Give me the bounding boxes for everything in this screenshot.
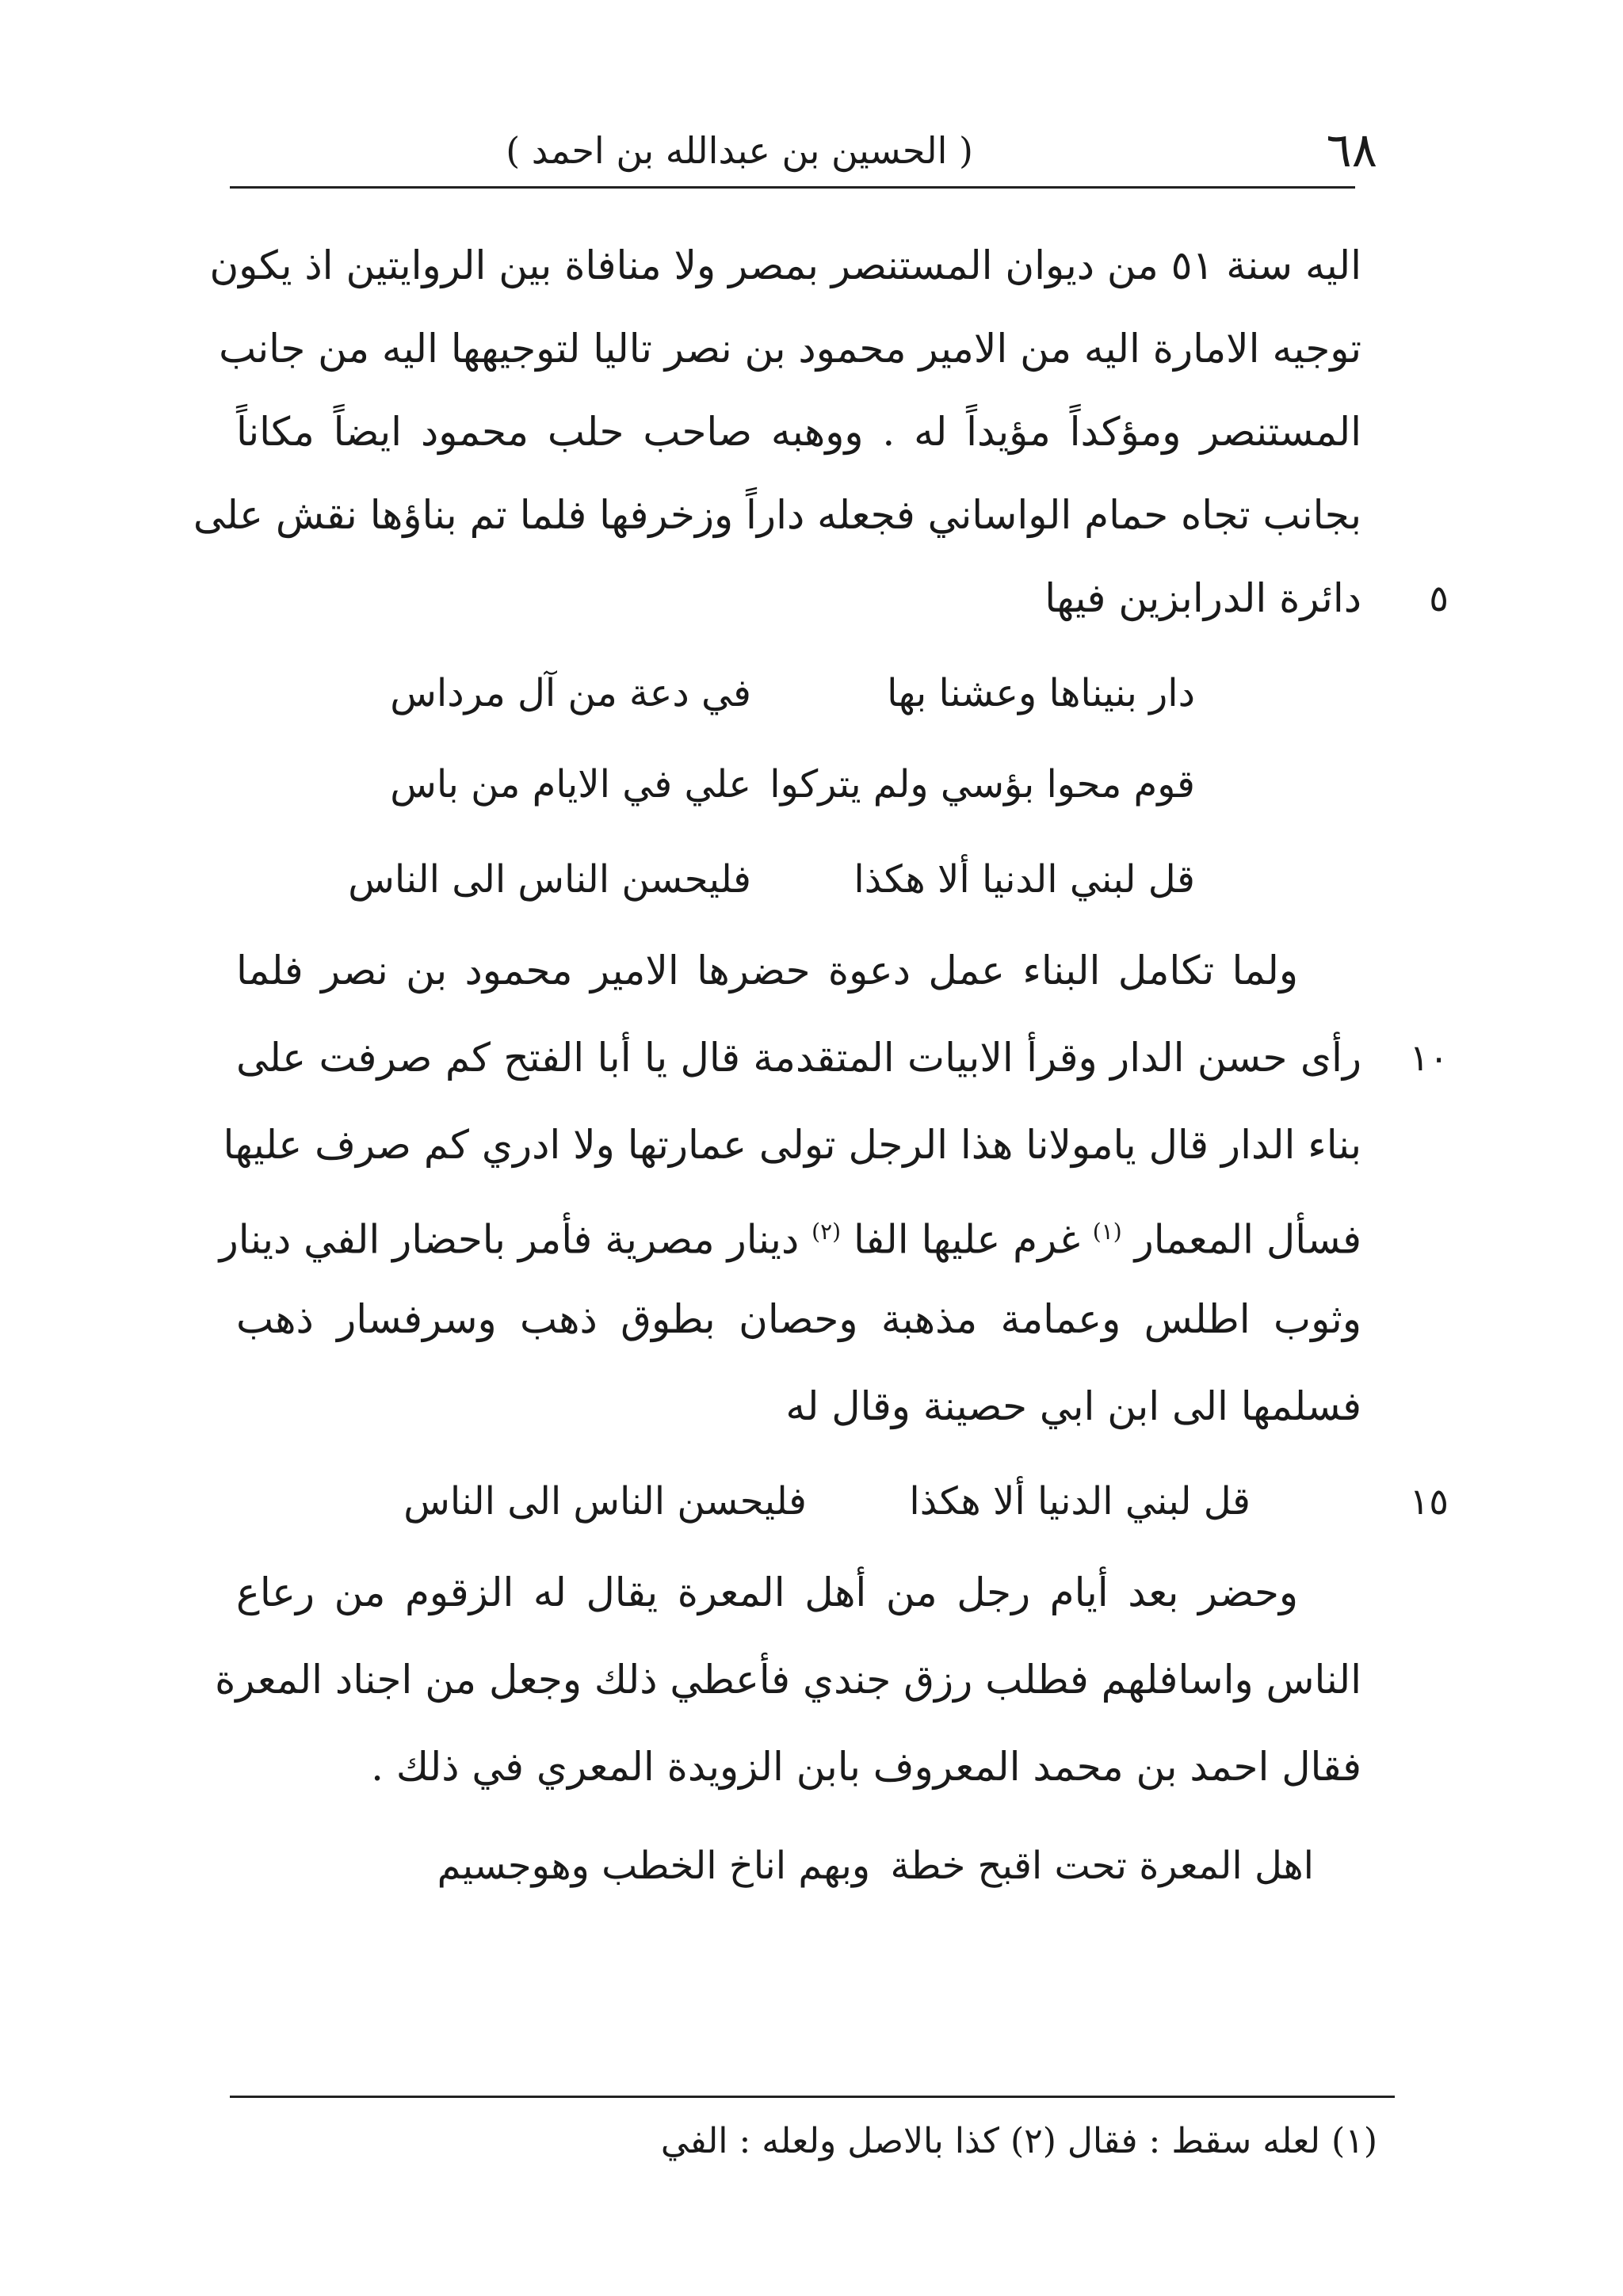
verse-first-hemistich: قل لبني الدنيا ألا هكذا (909, 1479, 1251, 1524)
text-line: وحضر بعد أيام رجل من أهل المعرة يقال له الزقوم من رعاع (236, 1569, 1298, 1615)
line-number: ١٥ (1409, 1480, 1449, 1523)
text-line: بناء الدار قال يامولانا هذا الرجل تولى عمارتها ولا ادري كم صرف عليها (223, 1122, 1361, 1168)
text-line: رأى حسن الدار وقرأ الابيات المتقدمة قال يا أبا الفتح كم صرفت على (236, 1035, 1361, 1081)
text-fragment: غرم عليها الفا (853, 1216, 1080, 1263)
text-fragment: فسأل المعمار (1134, 1216, 1361, 1263)
text-line (219, 1204, 1361, 1268)
verse-first-hemistich: اهل المعرة تحت اقبح خطة (890, 1844, 1314, 1888)
verse-second-hemistich: فليحسن الناس الى الناس (348, 857, 751, 902)
text-line: فسلمها الى ابن ابي حصينة وقال له (785, 1383, 1361, 1429)
footnote-rule (230, 2096, 1395, 2098)
text-line: بجانب تجاه حمام الواساني فجعله داراً وزخرفها فلما تم بناؤها نقش على (193, 492, 1361, 538)
footnote-marker: (٢) (812, 1219, 842, 1245)
verse-first-hemistich: قل لبني الدنيا ألا هكذا (854, 857, 1195, 902)
footnote-marker: (١) (1092, 1219, 1122, 1245)
text-line: المستنصر ومؤكداً مؤيداً له . ووهبه صاحب حلب محمود ايضاً مكاناً (236, 409, 1361, 455)
verse-second-hemistich: وبهم اناخ الخطب وهوجسيم (437, 1844, 870, 1888)
text-line: فقال احمد بن محمد المعروف بابن الزويدة المعري في ذلك . (371, 1744, 1361, 1790)
running-title: ( الحسين بن عبدالله بن احمد ) (506, 129, 973, 172)
verse-second-hemistich: في دعة من آل مرداس (390, 671, 751, 715)
verse-first-hemistich: قوم محوا بؤسي ولم يتركوا (769, 762, 1195, 807)
page-header (0, 119, 1623, 182)
text-fragment: دينار مصرية فأمر باحضار الفي دينار (219, 1216, 800, 1263)
text-line: اليه سنة ٥١ من ديوان المستنصر بمصر ولا منافاة بين الروايتين اذ يكون (209, 242, 1361, 288)
line-number: ١٠ (1409, 1036, 1449, 1079)
text-line: ولما تكامل البناء عمل دعوة حضرها الامير محمود بن نصر فلما (236, 948, 1298, 994)
verse-second-hemistich: فليحسن الناس الى الناس (403, 1479, 807, 1524)
text-line: دائرة الدرابزين فيها (1044, 575, 1361, 621)
verse-first-hemistich: دار بنيناها وعشنا بها (887, 671, 1195, 715)
page-number: ٦٨ (1326, 123, 1377, 178)
text-line: الناس واسافلهم فطلب رزق جندي فأعطي ذلك وجعل من اجناد المعرة (215, 1657, 1361, 1703)
text-line: وثوب اطلس وعمامة مذهبة وحصان بطوق ذهب وسرفسار ذهب (236, 1296, 1361, 1342)
header-rule (230, 186, 1355, 189)
text-line: توجيه الامارة اليه من الامير محمود بن نصر تاليا لتوجيهها اليه من جانب (219, 326, 1361, 372)
line-number: ٥ (1429, 577, 1449, 620)
footnotes: (١) لعله سقط : فقال (٢) كذا بالاصل ولعله : الفي (660, 2121, 1377, 2161)
verse-second-hemistich: علي في الايام من باس (390, 762, 751, 807)
